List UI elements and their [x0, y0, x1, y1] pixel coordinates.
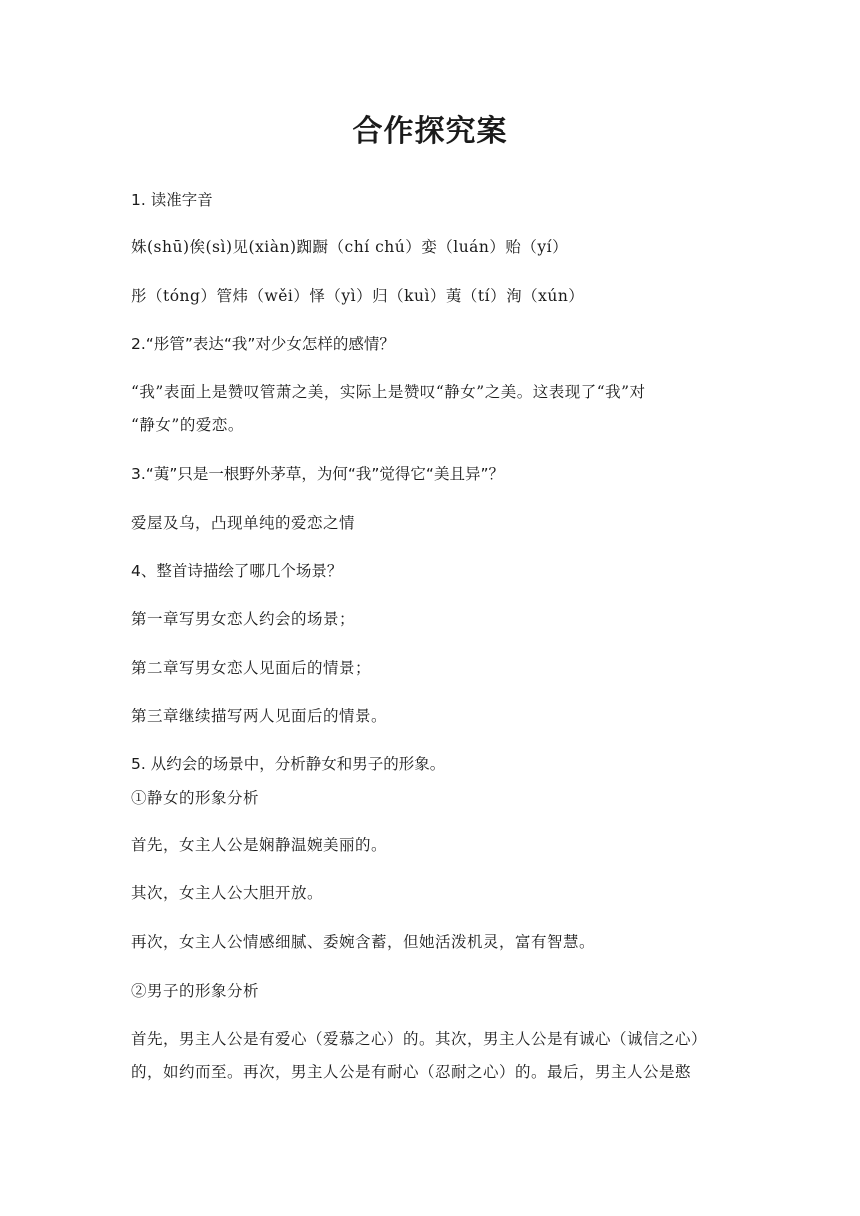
answer-4-line-2: 第二章写男女恋人见面后的情景；: [131, 659, 372, 677]
woman-image-point-3: 再次，女主人公情感细腻、委婉含蓄，但她活泼机灵，富有智慧。: [131, 933, 596, 951]
question-5: 5. 从约会的场景中，分析静女和男子的形象。: [131, 755, 446, 773]
subheading-woman-image: ①静女的形象分析: [131, 789, 260, 807]
page-title: 合作探究案: [352, 114, 508, 149]
pronunciation-line-1: 姝(shū)俟(sì)见(xiàn)踟蹰（chí chú）娈（luán）贻（yí）: [131, 238, 569, 256]
answer-2-line-2: “静女”的爱恋。: [131, 416, 244, 434]
answer-4-line-3: 第三章继续描写两人见面后的情景。: [131, 707, 388, 725]
section-heading-pronunciation: 1. 读准字音: [131, 191, 213, 209]
subheading-man-image: ②男子的形象分析: [131, 982, 260, 1000]
woman-image-point-2: 其次，女主人公大胆开放。: [131, 884, 324, 902]
man-image-line-1: 首先，男主人公是有爱心（爱慕之心）的。其次，男主人公是有诚心（诚信之心）: [131, 1030, 708, 1048]
question-2: 2.“彤管”表达“我”对少女怎样的感情？: [131, 335, 395, 353]
pronunciation-line-2: 彤（tóng）管炜（wěi）怿（yì）归（kuì）荑（tí）洵（xún）: [131, 287, 585, 305]
woman-image-point-1: 首先，女主人公是娴静温婉美丽的。: [131, 836, 388, 854]
answer-3: 爱屋及乌，凸现单纯的爱恋之情: [131, 514, 356, 532]
man-image-line-2: 的，如约而至。再次，男主人公是有耐心（忍耐之心）的。最后，男主人公是憨: [131, 1063, 692, 1081]
question-3: 3.“荑”只是一根野外茅草，为何“我”觉得它“美且异”？: [131, 465, 504, 483]
answer-2-line-1: “我”表面上是赞叹管萧之美，实际上是赞叹“静女”之美。这表现了“我”对: [131, 383, 646, 401]
answer-4-line-1: 第一章写男女恋人约会的场景；: [131, 610, 356, 628]
question-4: 4、整首诗描绘了哪几个场景？: [131, 562, 343, 580]
